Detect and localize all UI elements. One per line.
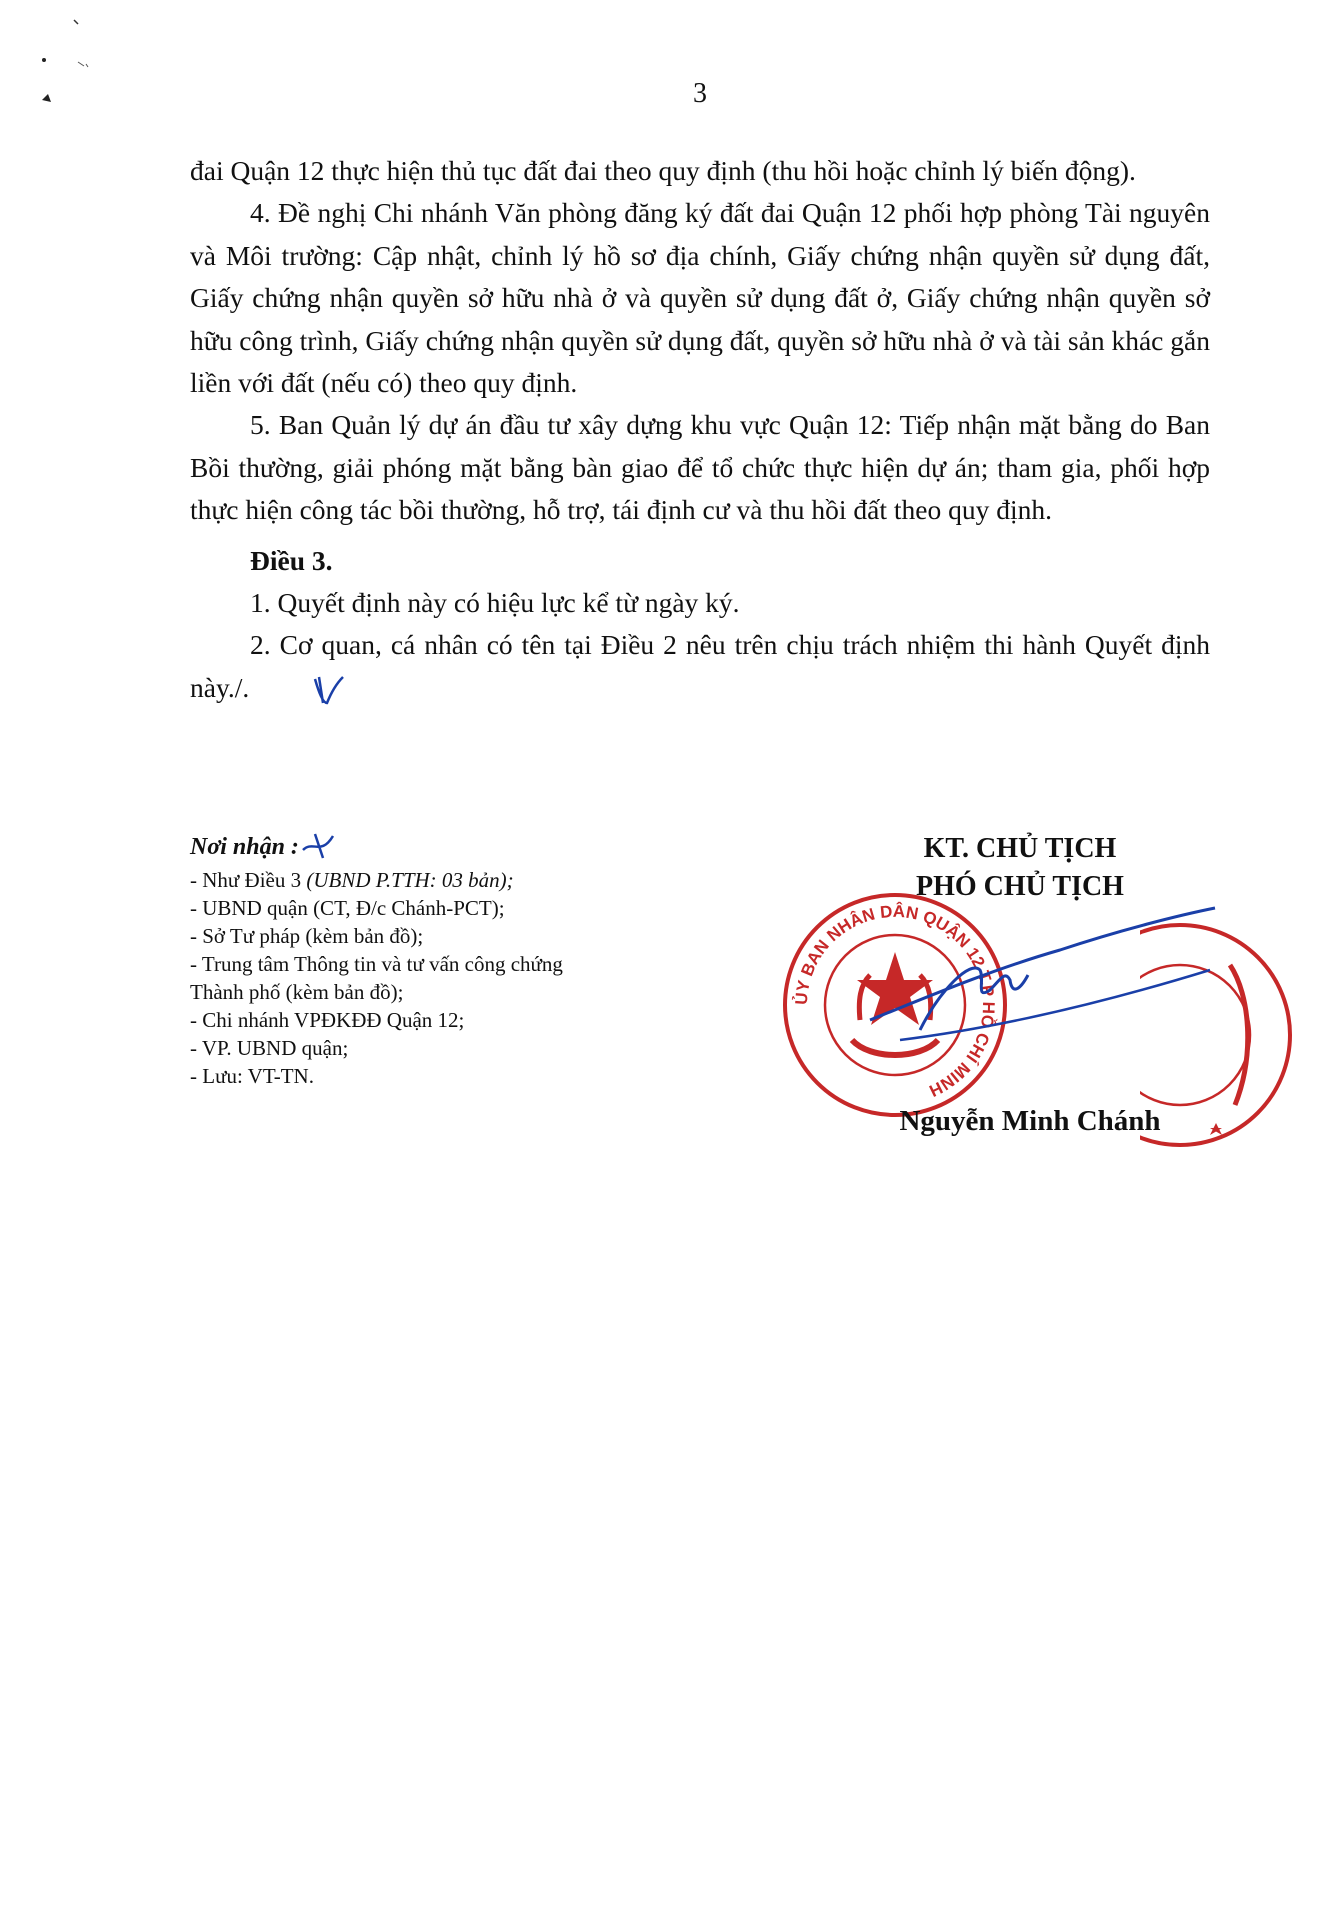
signature-block [810,830,1230,906]
paragraph-item-5: 5. Ban Quản lý dự án đầu tư xây dựng khu vực Quận 12: Tiếp nhận mặt bằng do Ban Bồi thường, giải phóng mặt bằng bàn giao để tổ chức thực hiện dự án; tham gia, phối hợp thực hiện công tác bồi thường, hỗ trợ, tái định cư và thu hồi đất theo quy định. [190,409,1210,526]
recipient-item: - Lưu: VT-TN. [190,1064,314,1089]
recipient-item: - Chi nhánh VPĐKĐĐ Quận 12; [190,1008,465,1033]
article-3-item-2 [190,624,1210,709]
recipients-list [190,866,610,1090]
article-3-heading: Điều 3. [250,544,333,576]
document-body [190,150,1210,709]
handwritten-signature [860,900,1220,1050]
initial-mark-icon [299,830,339,866]
recipient-item: - Như Điều 3 (UBND P.TTH: 03 bản); [190,868,514,893]
paragraph-item-4: 4. Đề nghị Chi nhánh Văn phòng đăng ký đất đai Quận 12 phối hợp phòng Tài nguyên và Môi trường: Cập nhật, chỉnh lý hồ sơ địa chính, Giấy chứng nhận quyền sử dụng đất, Giấy chứng nhận quyền sở hữu nhà ở và quyền sử dụng đất ở, Giấy chứng nhận quyền sở hữu công trình, Giấy chứng nhận quyền sử dụng đất, quyền sở hữu nhà ở và tài sản khác gắn liền với đất (nếu có) theo quy định. [190,197,1210,399]
recipient-item: - VP. UBND quận; [190,1036,349,1061]
initial-mark-icon [249,673,289,709]
seal-text: ỦY BAN NHÂN DÂN QUẬN 12 T.P HỒ CHÍ MINH [791,901,999,1101]
paragraph-continuation: đai Quận 12 thực hiện thủ tục đất đai theo quy định (thu hồi hoặc chỉnh lý biến động). [190,155,1136,186]
signer-name: Nguyễn Minh Chánh [899,1105,1161,1137]
recipients-label: Nơi nhận : [190,830,610,866]
page-number: 3 [693,78,707,109]
recipient-item: - UBND quận (CT, Đ/c Chánh-PCT); [190,896,505,921]
recipient-item: - Trung tâm Thông tin và tư vấn công chứng Thành phố (kèm bản đồ); [190,952,563,1005]
recipients-section [190,830,610,1090]
article-3-item-1: 1. Quyết định này có hiệu lực kể từ ngày ký. [250,587,740,619]
article-3-item-2-text: 2. Cơ quan, cá nhân có tên tại Điều 2 nêu trên chịu trách nhiệm thi hành Quyết định này./. [190,629,1210,703]
recipient-item: - Sở Tư pháp (kèm bản đồ); [190,924,424,949]
signature-title-line-2: PHÓ CHỦ TỊCH [916,871,1124,902]
signature-title-line-1: KT. CHỦ TỊCH [923,833,1117,864]
